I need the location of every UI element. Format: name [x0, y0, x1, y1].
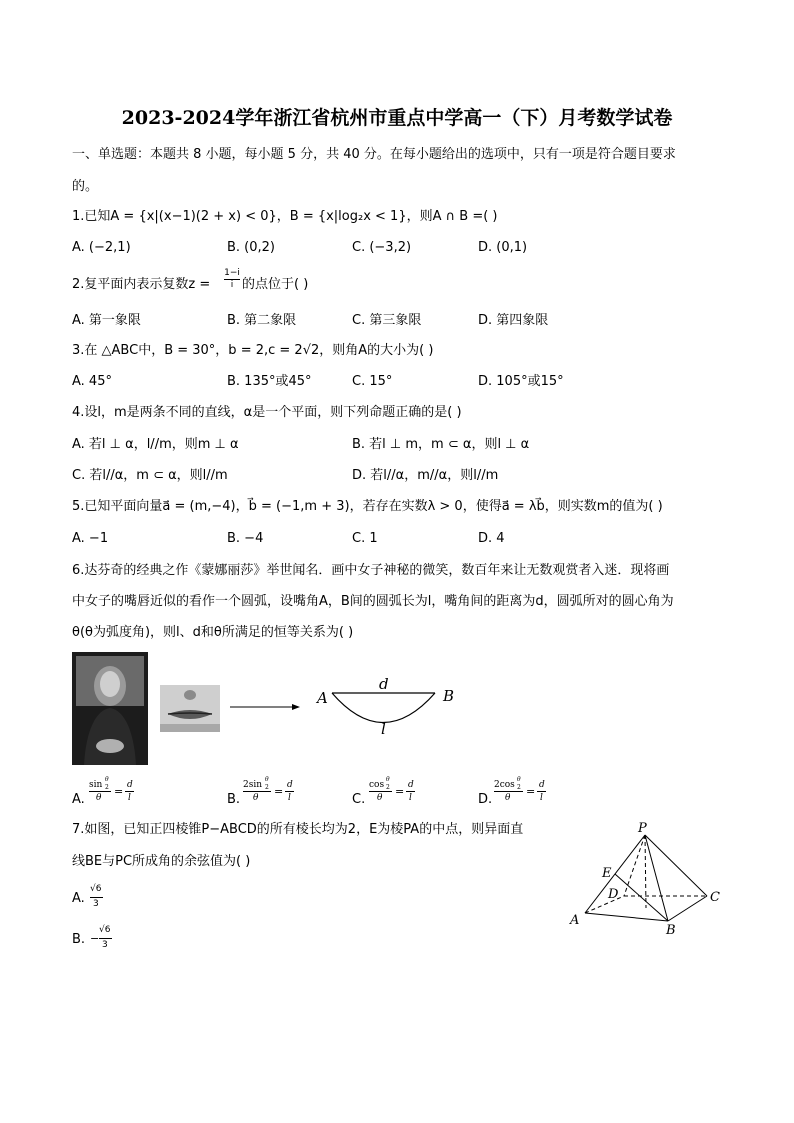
rhs-numerator: d [127, 780, 133, 790]
question-3-stem: 3.在 △ABC中，B = 30°，b = 2,c = 2√2，则角A的大小为( ) [72, 343, 434, 358]
mona-lisa-lips-image [160, 685, 220, 732]
rhs-numerator: d [408, 780, 414, 790]
half-angle-numerator: θ [386, 776, 390, 783]
rhs-denominator: l [409, 793, 412, 803]
rhs-numerator: d [539, 780, 545, 790]
rhs-numerator: d [287, 780, 293, 790]
mona-lisa-painting-image [72, 652, 148, 765]
question-4-stem: 4.设l，m是两条不同的直线，α是一个平面，则下列命题正确的是( ) [72, 405, 462, 420]
question-1-stem: 1.已知A = {x|(x−1)(2 + x) < 0}，B = {x|log₂x < 1}，则A ∩ B =( ) [72, 209, 498, 224]
fraction-denominator: 3 [102, 940, 108, 950]
question-4-option-c: C. 若l//α，m ⊂ α，则l//m [72, 468, 228, 483]
question-6-stem-line1: 6.达芬奇的经典之作《蒙娜丽莎》举世闻名．画中女子神秘的微笑，数百年来让无数观赏者入迷．现将画 [72, 563, 670, 578]
arc-l-curve [332, 693, 435, 723]
fraction-numerator: 2sin [243, 780, 263, 790]
option-letter: A. [72, 792, 85, 807]
vertex-b-label: B [666, 923, 676, 938]
option-letter: A. [72, 891, 85, 906]
point-e-label: E [602, 866, 612, 881]
question-7-stem-line1: 7.如图，已知正四棱锥P−ABCD的所有棱长均为2，E为棱PA的中点，则异面直 [72, 822, 524, 837]
half-angle-denominator: 2 [265, 784, 269, 791]
question-6-option-d [478, 776, 558, 810]
fraction-denominator: θ [253, 793, 259, 803]
equals-sign: = [395, 785, 405, 798]
half-angle-denominator: 2 [105, 784, 109, 791]
option-letter: C. [352, 792, 366, 807]
half-angle-numerator: θ [265, 776, 269, 783]
question-2-option-d: D. 第四象限 [478, 313, 549, 328]
question-1-option-a: A. (−2,1) [72, 240, 131, 255]
arc-l-label: l [381, 720, 386, 738]
option-sign: − [90, 932, 100, 945]
question-3-option-a: A. 45° [72, 374, 112, 389]
vertex-a-label: A [570, 913, 580, 928]
question-4-option-a: A. 若l ⊥ α，l//m，则m ⊥ α [72, 437, 239, 452]
question-5-option-c: C. 1 [352, 531, 378, 546]
option-letter: D. [478, 792, 493, 807]
half-angle-denominator: 2 [517, 784, 521, 791]
question-7-option-a [72, 882, 132, 914]
question-2-stem-prefix: 2.复平面内表示复数z = [72, 277, 211, 292]
lip-arc-diagram [315, 675, 454, 738]
fraction-denominator: θ [377, 793, 383, 803]
question-6-stem-line3: θ(θ为弧度角)，则l、d和θ所满足的恒等关系为( ) [72, 625, 354, 640]
question-2-fraction-denominator: i [230, 280, 234, 290]
arrow-right-icon [230, 704, 300, 710]
page-title: 2023-2024学年浙江省杭州市重点中学高一（下）月考数学试卷 [121, 107, 673, 129]
question-1-option-c: C. (−3,2) [352, 240, 412, 255]
rhs-denominator: l [288, 793, 291, 803]
question-2-option-c: C. 第三象限 [352, 313, 422, 328]
question-5-stem: 5.已知平面向量a⃗ = (m,−4)，b⃗ = (−1,m + 3)，若存在实数λ > 0，使得a⃗ = λb⃗，则实数m的值为( ) [72, 499, 663, 514]
fraction-numerator: √6 [90, 884, 102, 894]
question-6-figure [70, 650, 470, 770]
question-2-option-a: A. 第一象限 [72, 313, 141, 328]
equals-sign: = [526, 785, 536, 798]
question-3-option-d: D. 105°或15° [478, 374, 564, 389]
question-6-option-c [352, 776, 432, 810]
question-5-option-a: A. −1 [72, 531, 109, 546]
section-instructions-line2: 的。 [72, 179, 99, 194]
rhs-denominator: l [540, 793, 543, 803]
fraction-numerator: 2cos [494, 780, 515, 790]
fraction-numerator: cos [369, 780, 385, 790]
question-4-option-d: D. 若l//α，m//α，则l//m [352, 468, 499, 483]
question-3-option-b: B. 135°或45° [227, 374, 312, 389]
half-angle-numerator: θ [517, 776, 521, 783]
vertex-d-label: D [608, 887, 619, 902]
fraction-denominator: θ [505, 793, 511, 803]
question-5-option-b: B. −4 [227, 531, 264, 546]
question-5-option-d: D. 4 [478, 531, 505, 546]
chord-d-label: d [379, 675, 389, 693]
point-a-label: A [317, 689, 328, 707]
question-6-option-b [227, 776, 307, 810]
point-b-label: B [443, 687, 455, 705]
question-2-fraction-numerator: 1−i [224, 268, 240, 278]
question-6-stem-line2: 中女子的嘴唇近似的看作一个圆弧，设嘴角A，B间的圆弧长为l，嘴角间的距离为d，圆弧所对的圆心角为 [72, 594, 674, 609]
vertex-p-label: P [638, 821, 647, 836]
question-1-option-d: D. (0,1) [478, 240, 528, 255]
fraction-denominator: 3 [93, 899, 99, 909]
option-letter: B. [227, 792, 241, 807]
half-angle-denominator: 2 [386, 784, 390, 791]
question-7-stem-line2: 线BE与PC所成角的余弦值为( ) [72, 854, 251, 869]
section-instructions-line1: 一、单选题：本题共 8 小题，每小题 5 分，共 40 分。在每小题给出的选项中，只有一项是符合题目要求 [72, 147, 676, 162]
half-angle-numerator: θ [105, 776, 109, 783]
question-1-option-b: B. (0,2) [227, 240, 276, 255]
question-4-option-b: B. 若l ⊥ m，m ⊂ α，则l ⊥ α [352, 437, 530, 452]
vertex-c-label: C [710, 890, 720, 905]
option-letter: B. [72, 932, 86, 947]
question-6-option-a [72, 776, 152, 810]
question-3-option-c: C. 15° [352, 374, 393, 389]
question-2-fraction [224, 268, 240, 291]
question-7-option-b [72, 923, 132, 955]
question-2-option-b: B. 第二象限 [227, 313, 297, 328]
question-2-stem-suffix: 的点位于( ) [242, 277, 309, 292]
fraction-numerator: √6 [99, 925, 111, 935]
rhs-denominator: l [128, 793, 131, 803]
fraction-denominator: θ [96, 793, 102, 803]
question-7-pyramid-figure [560, 818, 730, 940]
equals-sign: = [274, 785, 284, 798]
fraction-numerator: sin [89, 780, 103, 790]
equals-sign: = [114, 785, 124, 798]
